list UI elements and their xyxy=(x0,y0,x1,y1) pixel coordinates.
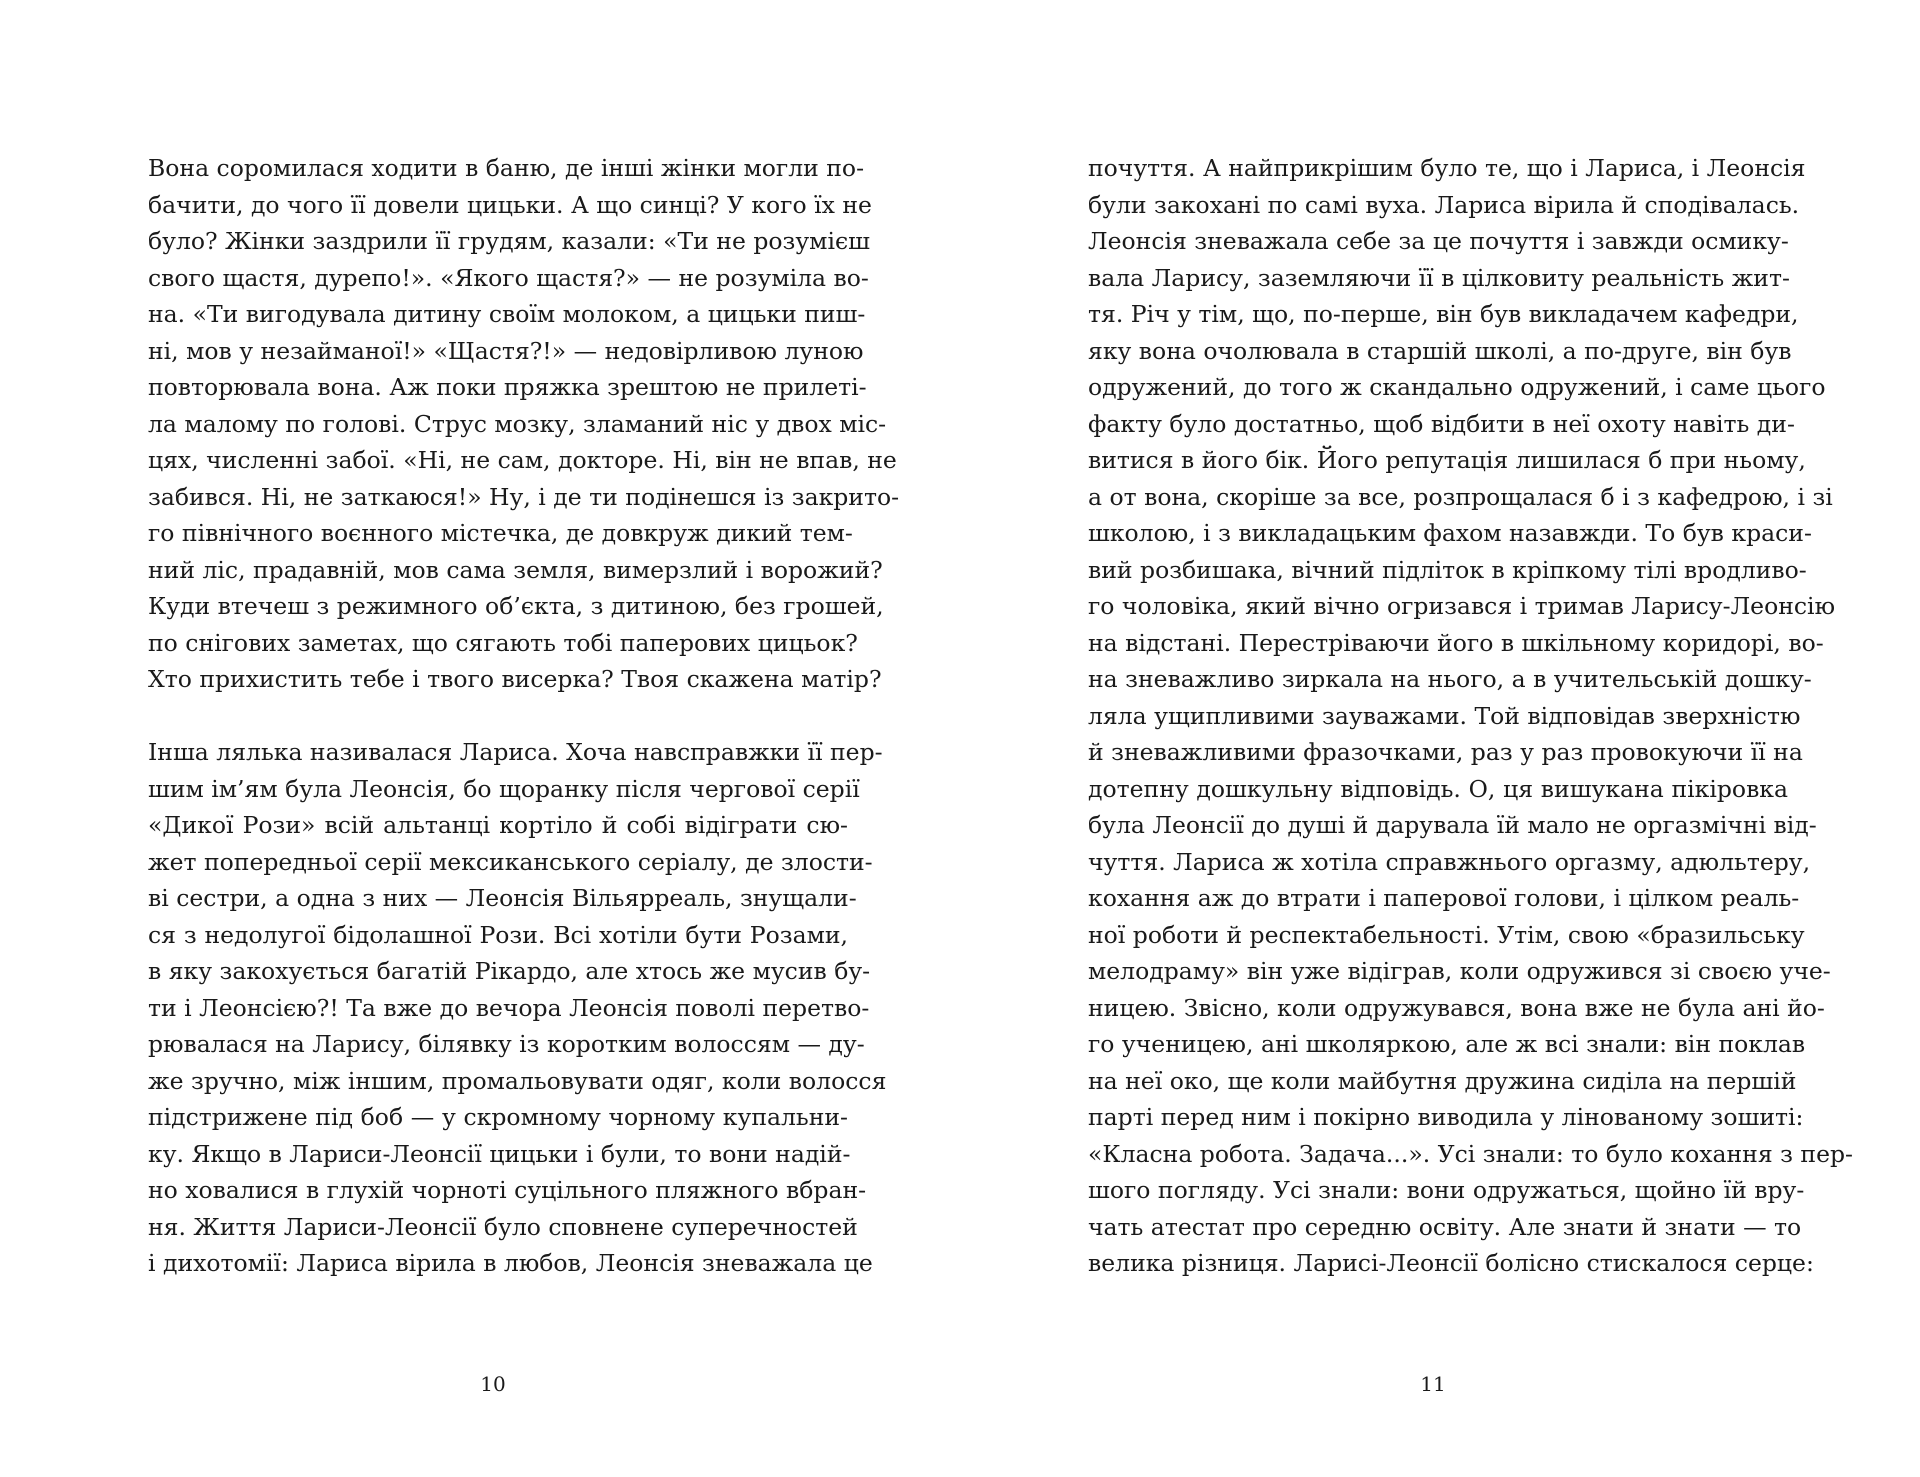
text-line: шим ім’ям була Леонсія, бо щоранку після чергової серії xyxy=(148,774,860,803)
left-page-text xyxy=(148,150,900,1282)
text-line: на неї око, ще коли майбутня дружина сиділа на першій xyxy=(1088,1066,1797,1095)
text-line: й зневажливими фразочками, раз у раз провокуючи її на xyxy=(1088,738,1803,766)
text-line: же зручно, між іншим, промальовувати одяг, коли волосся xyxy=(148,1066,887,1095)
text-line: дотепну дошкульну відповідь. О, ця вишукана пікіровка xyxy=(1088,774,1788,803)
text-line: факту було достатньо, щоб відбити в неї охоту навіть ди- xyxy=(1088,409,1795,438)
text-line: ку. Якщо в Лариси-Леонсії цицьки і були, то вони надій- xyxy=(148,1139,851,1168)
text-line: вала Ларису, заземляючи її в цілковиту реальність жит- xyxy=(1088,263,1790,292)
text-line: но ховалися в глухій чорноті суцільного пляжного вбран- xyxy=(148,1176,867,1204)
paragraph-gap xyxy=(148,698,848,735)
text-line: на. «Ти вигодувала дитину своїм молоком, а цицьки пиш- xyxy=(148,300,866,328)
text-line: Куди втечеш з режимного об’єкта, з дитиною, без грошей, xyxy=(148,592,884,620)
text-line: парті перед ним і покірно виводила у лінованому зошиті: xyxy=(1088,1103,1804,1131)
text-line: рювалася на Ларису, білявку із коротким волоссям — ду- xyxy=(148,1030,865,1058)
text-line: кохання аж до втрати і паперової голови, і цілком реаль- xyxy=(1088,884,1800,912)
text-line: витися в його бік. Його репутація лишилася б при ньому, xyxy=(1088,446,1806,474)
text-line: забився. Ні, не заткаюся!» Ну, і де ти подінешся із закрито- xyxy=(148,482,900,511)
text-line: Інша лялька називалася Лариса. Хоча навсправжки її пер- xyxy=(148,738,883,766)
text-line: ня. Життя Лариси-Леонсії було сповнене суперечностей xyxy=(148,1212,858,1241)
text-line: яку вона очолювала в старшій школі, а по-друге, він був xyxy=(1088,336,1792,365)
text-line: «Класна робота. Задача...». Усі знали: то було кохання з пер- xyxy=(1088,1139,1853,1168)
right-page-number: 11 xyxy=(1420,1372,1446,1396)
text-line: ляла ущипливими зауважами. Той відповідав зверхністю xyxy=(1088,701,1801,730)
text-line: ні, мов у незайманої!» «Щастя?!» — недовірливою луною xyxy=(148,336,864,365)
right-page xyxy=(960,0,1920,1477)
text-line: «Дикої Рози» всій альтанці кортіло й собі відіграти сю- xyxy=(148,811,848,839)
text-line: були закохані по самі вуха. Лариса вірила й сподівалась. xyxy=(1088,190,1800,219)
text-line: ві сестри, а одна з них — Леонсія Вільярреаль, знущали- xyxy=(148,884,857,912)
text-line: одружений, до того ж скандально одружений, і саме цього xyxy=(1088,373,1826,401)
text-line: велика різниця. Ларисі-Леонсії болісно стискалося серце: xyxy=(1088,1249,1814,1277)
text-line: школою, і з викладацьким фахом назавжди. То був краси- xyxy=(1088,519,1812,547)
text-line: свого щастя, дурепо!». «Якого щастя?» — не розуміла во- xyxy=(148,263,869,292)
text-line: го чоловіка, який вічно огризався і тримав Ларису-Леонсію xyxy=(1088,592,1836,620)
text-line: мелодраму» він уже відіграв, коли одружився зі своєю уче- xyxy=(1088,957,1831,985)
text-line: бачити, до чого її довели цицьки. А що синці? У кого їх не xyxy=(148,190,872,219)
text-line: го північного воєнного містечка, де довкруж дикий тем- xyxy=(148,519,853,547)
text-line: жет попередньої серії мексиканського серіалу, де злости- xyxy=(148,847,873,876)
text-line: вий розбишака, вічний підліток в кріпкому тілі вродливо- xyxy=(1088,555,1807,584)
text-line: шого погляду. Усі знали: вони одружаться, щойно їй вру- xyxy=(1088,1176,1805,1204)
text-line: в яку закохується багатій Рікардо, але хтось же мусив бу- xyxy=(148,957,871,985)
text-line: ти і Леонсією?! Та вже до вечора Леонсія поволі перетво- xyxy=(148,993,870,1022)
text-line: ся з недолугої бідолашної Рози. Всі хотіли бути Розами, xyxy=(148,920,848,949)
left-page-number: 10 xyxy=(480,1372,506,1396)
text-line: підстрижене під боб — у скромному чорному купальни- xyxy=(148,1103,848,1131)
text-line: ної роботи й респектабельності. Утім, свою «бразильську xyxy=(1088,920,1805,949)
text-line: ний ліс, прадавній, мов сама земля, вимерзлий і ворожий? xyxy=(148,555,883,584)
text-line: цях, численні забої. «Ні, не сам, докторе. Ні, він не впав, не xyxy=(148,446,897,474)
text-line: Леонсія зневажала себе за це почуття і завжди осмику- xyxy=(1088,227,1789,255)
text-line: була Леонсії до душі й дарувала їй мало не оргазмічні від- xyxy=(1088,811,1817,839)
text-line: було? Жінки заздрили її грудям, казали: «Ти не розумієш xyxy=(148,227,870,255)
text-line: чать атестат про середню освіту. Але знати й знати — то xyxy=(1088,1212,1802,1241)
text-line: а от вона, скоріше за все, розпрощалася б і з кафедрою, і зі xyxy=(1088,482,1833,511)
text-line: Вона соромилася ходити в баню, де інші жінки могли по- xyxy=(148,154,865,182)
right-page-text xyxy=(1088,150,1853,1282)
text-line: ницею. Звісно, коли одружувався, вона вже не була ані йо- xyxy=(1088,993,1825,1022)
text-line: на відстані. Перестріваючи його в шкільному коридорі, во- xyxy=(1088,628,1824,657)
text-line: го ученицею, ані школяркою, але ж всі знали: він поклав xyxy=(1088,1030,1806,1058)
text-line: ла малому по голові. Струс мозку, зламаний ніс у двох міс- xyxy=(148,409,887,438)
text-line: Хто прихистить тебе і твого висерка? Твоя скажена матір? xyxy=(148,665,882,693)
text-line: почуття. А найприкрішим було те, що і Лариса, і Леонсія xyxy=(1088,154,1806,182)
text-line: чуття. Лариса ж хотіла справжнього оргазму, адюльтеру, xyxy=(1088,847,1811,876)
text-line: і дихотомії: Лариса вірила в любов, Леонсія зневажала це xyxy=(148,1249,873,1277)
text-line: на зневажливо зиркала на нього, а в учительській дошку- xyxy=(1088,665,1812,693)
text-line: по снігових заметах, що сягають тобі паперових цицьок? xyxy=(148,628,858,657)
text-line: повторювала вона. Аж поки пряжка зрештою не прилеті- xyxy=(148,373,867,401)
text-line: тя. Річ у тім, що, по-перше, він був викладачем кафедри, xyxy=(1088,300,1799,328)
